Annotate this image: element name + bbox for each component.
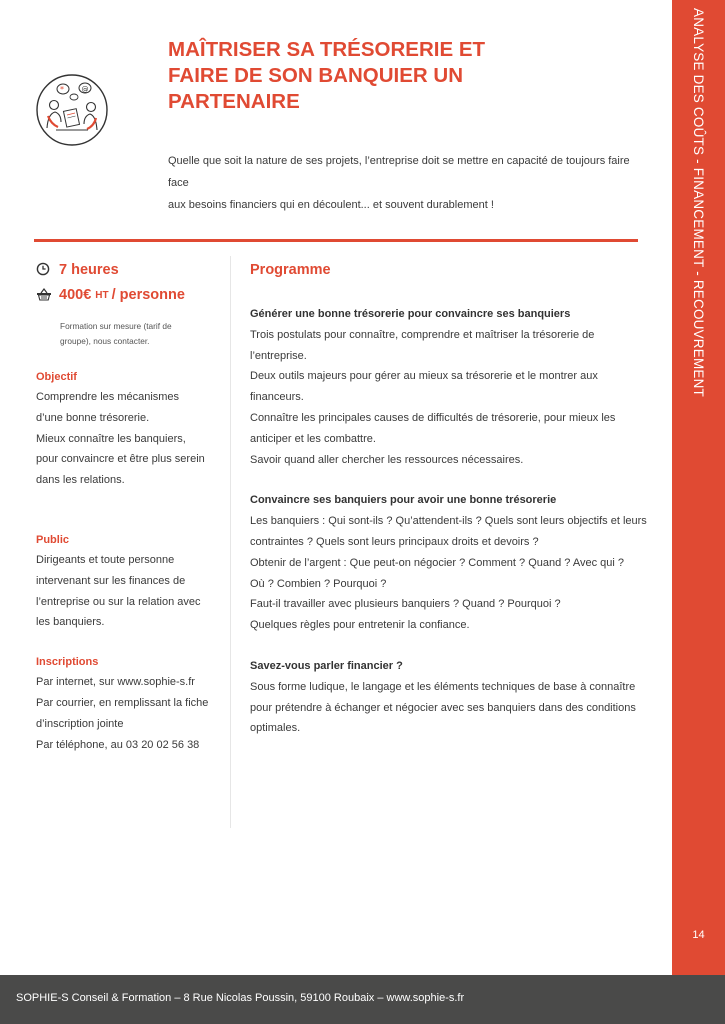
public-section (36, 533, 221, 633)
programme-section (250, 304, 650, 470)
title-line: FAIRE DE SON BANQUIER UN (168, 64, 463, 87)
public-line: les banquiers. (36, 616, 105, 629)
price-tax: HT (95, 289, 109, 301)
objectif-line: dans les relations. (36, 474, 125, 487)
objectif-line: pour convaincre et être plus serein (36, 453, 205, 466)
intro-paragraph (168, 150, 648, 216)
title-line: MAÎTRISER SA TRÉSORERIE ET (168, 38, 486, 61)
duration-value: 7 heures (59, 262, 119, 278)
programme-line: optimales. (250, 722, 301, 735)
objectif-line: Comprendre les mécanismes (36, 391, 180, 403)
footer-text: SOPHIE-S Conseil & Formation – 8 Rue Nicolas Poussin, 59100 Roubaix – www.sophie-s.fr (16, 992, 465, 1004)
price-amount: 400€ (59, 287, 92, 303)
programme-line: Les banquiers : Qui sont-ils ? Qu’attendent-ils ? Quels sont leurs objectifs et leurs (250, 515, 647, 528)
rate-note-line: Formation sur mesure (tarif de (60, 321, 172, 331)
inscriptions-body (36, 672, 221, 755)
rate-note (60, 319, 190, 349)
clock-icon (36, 262, 52, 278)
section-divider (34, 239, 638, 242)
duration-row (36, 258, 221, 282)
info-column (36, 258, 221, 755)
inscriptions-line: Par internet, sur www.sophie-s.fr (36, 676, 195, 689)
page-title (168, 37, 608, 115)
programme-line: Sous forme ludique, le langage et les éléments techniques de base à connaître (250, 680, 636, 693)
programme-section (250, 656, 650, 739)
inscriptions-heading: Inscriptions (36, 656, 99, 669)
programme-section-heading: Générer une bonne trésorerie pour convaincre ses banquiers (250, 308, 571, 320)
objectif-heading: Objectif (36, 371, 77, 383)
objectif-section (36, 370, 221, 491)
public-line: l’entreprise ou sur la relation avec (36, 595, 201, 608)
programme-line: contraintes ? Quels sont leurs principaux droits et devoirs ? (250, 535, 539, 548)
svg-text:@: @ (81, 85, 89, 94)
price-row (36, 283, 221, 307)
programme-line: Faut-il travailler avec plusieurs banquiers ? Quand ? Pourquoi ? (250, 598, 561, 611)
programme-line: l’entreprise. (250, 349, 307, 362)
programme-line: Connaître les principales causes de difficultés de trésorerie, pour mieux les (250, 411, 616, 424)
programme-line: Quelques règles pour entretenir la confiance. (250, 619, 470, 632)
objectif-body (36, 387, 221, 491)
inscriptions-line: Par courrier, en remplissant la fiche (36, 696, 209, 709)
programme-section-heading: Convaincre ses banquiers pour avoir une bonne trésorerie (250, 494, 557, 507)
programme-line: Où ? Combien ? Pourquoi ? (250, 577, 387, 590)
public-body (36, 550, 221, 633)
logo-illustration (34, 72, 110, 148)
public-heading: Public (36, 533, 70, 546)
public-line: intervenant sur les finances de (36, 574, 186, 587)
programme-section (250, 490, 650, 636)
programme-line: Obtenir de l’argent : Que peut-on négocier ? Comment ? Quand ? Avec qui ? (250, 556, 625, 569)
programme-line: Deux outils majeurs pour gérer au mieux sa trésorerie et le montrer aux (250, 370, 598, 383)
basket-icon (36, 287, 52, 303)
objectif-line: Mieux connaître les banquiers, (36, 432, 186, 445)
title-line: PARTENAIRE (168, 90, 300, 113)
footer-bar (0, 975, 725, 1024)
inscriptions-line: Par téléphone, au 03 20 02 56 38 (36, 738, 200, 751)
programme-line: pour prétendre à échanger et négocier avec ses banquiers dans des conditions (250, 701, 636, 714)
side-section-label: ANALYSE DES COÛTS - FINANCEMENT - RECOUVREMENT (691, 8, 706, 397)
programme-title: Programme (250, 262, 331, 278)
inscriptions-section (36, 655, 221, 755)
objectif-line: d’une bonne trésorerie. (36, 411, 150, 424)
svg-text:*: * (60, 85, 64, 94)
price-unit: / personne (111, 287, 185, 303)
public-line: Dirigeants et toute personne (36, 553, 175, 566)
programme-line: financeurs. (250, 391, 304, 404)
column-divider (230, 256, 231, 828)
programme-line: Trois postulats pour connaître, comprendre et maîtriser la trésorerie de (250, 328, 595, 341)
programme-column (250, 258, 650, 739)
programme-line: anticiper et les combattre. (250, 432, 376, 445)
intro-line: Quelle que soit la nature de ses projets, l’entreprise doit se mettre en capacité de toujours faire face (168, 155, 630, 189)
rate-note-line: groupe), nous contacter. (60, 336, 150, 346)
programme-line: Savoir quand aller chercher les ressources nécessaires. (250, 453, 524, 466)
programme-section-heading: Savez-vous parler financier ? (250, 659, 403, 672)
page-number: 14 (692, 929, 705, 941)
intro-line: aux besoins financiers qui en découlent... et souvent durablement ! (168, 199, 494, 211)
inscriptions-line: d’inscription jointe (36, 717, 124, 730)
